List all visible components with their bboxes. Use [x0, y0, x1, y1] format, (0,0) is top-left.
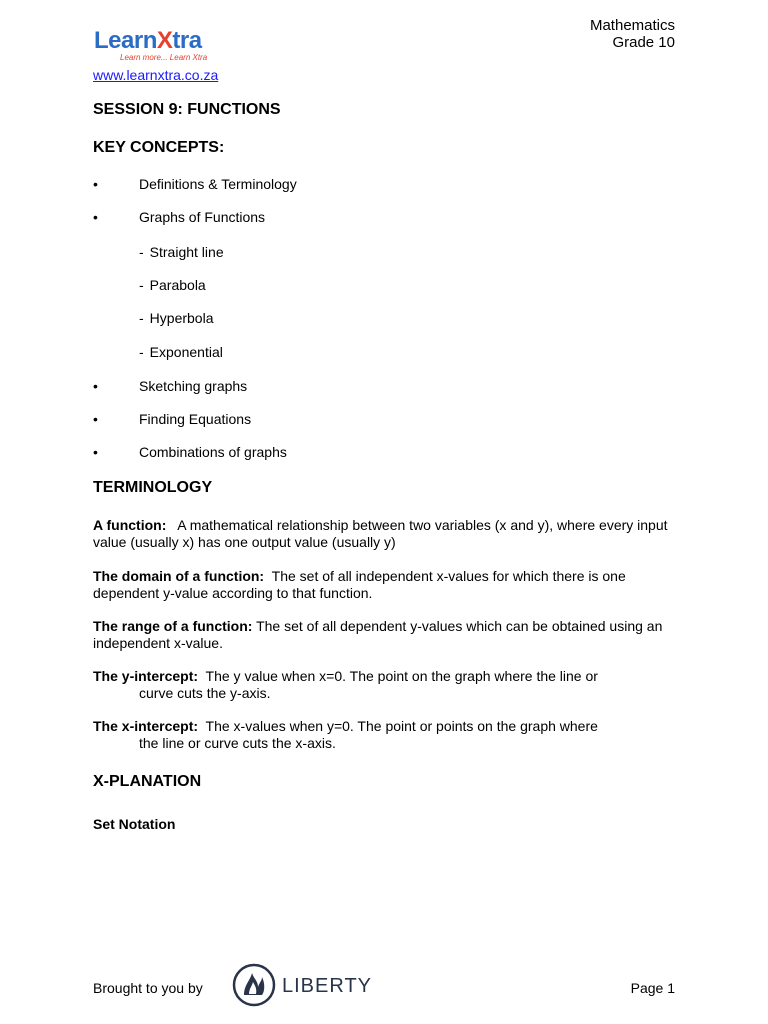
dash: - [139, 244, 144, 260]
term-definition: The set of all independent x-values for which there is one dependent y-value according to that function. [93, 568, 626, 601]
terminology-heading: TERMINOLOGY [93, 479, 213, 496]
term-label: The y-intercept: [93, 668, 199, 684]
sub-list-item-text: Straight line [149, 244, 224, 260]
term-definition-continued: the line or curve cuts the x-axis. [139, 735, 336, 751]
sub-list-item-text: Parabola [149, 277, 206, 293]
term-definition-continued: curve cuts the y-axis. [139, 685, 271, 701]
liberty-flame-icon [232, 963, 276, 1007]
term-definition: A mathematical relationship between two variables (x and y), where every input value (usually x) has one output value (usually y) [93, 517, 668, 550]
definition-function [93, 517, 673, 551]
sub-list-item-text: Exponential [149, 344, 223, 360]
term-label: The domain of a function: [93, 568, 265, 584]
logo-tagline: Learn more... Learn Xtra [120, 53, 208, 62]
definition-range [93, 618, 673, 652]
session-title: SESSION 9: FUNCTIONS [93, 101, 281, 118]
definition-x-intercept [93, 718, 673, 752]
logo-wordmark [94, 27, 202, 55]
grade-label: Grade 10 [612, 34, 675, 51]
key-concepts-heading: KEY CONCEPTS: [93, 139, 225, 156]
term-label: The x-intercept: [93, 718, 199, 734]
bullet: • [93, 209, 98, 225]
sub-list-item [139, 243, 224, 261]
sub-list-item [139, 276, 206, 294]
bullet: • [93, 378, 98, 394]
dash: - [139, 344, 144, 360]
logo-learn: Learn [94, 27, 157, 54]
brought-to-you-label: Brought to you by [93, 980, 203, 996]
dash: - [139, 277, 144, 293]
sub-list-item [139, 343, 223, 361]
list-item-text: Definitions & Terminology [139, 176, 297, 192]
bullet: • [93, 176, 98, 192]
term-definition: The x-values when y=0. The point or points on the graph where [205, 718, 598, 734]
xplanation-heading: X-PLANATION [93, 773, 202, 790]
term-definition: The y value when x=0. The point on the graph where the line or [205, 668, 598, 684]
website-link[interactable]: www.learnxtra.co.za [93, 67, 219, 83]
logo-tra: tra [172, 27, 202, 54]
list-item-text: Graphs of Functions [139, 209, 266, 225]
liberty-logo [232, 963, 372, 1007]
page-number: Page 1 [630, 980, 675, 996]
sub-list-item [139, 309, 214, 327]
bullet: • [93, 411, 98, 427]
term-definition: The set of all dependent y-values which can be obtained using an independent x-value. [93, 618, 663, 651]
term-label: A function: [93, 517, 167, 533]
definition-domain [93, 568, 673, 602]
set-notation-subheading: Set Notation [93, 816, 176, 832]
subject-label: Mathematics [589, 17, 675, 34]
sub-list-item-text: Hyperbola [149, 310, 214, 326]
list-item-text: Combinations of graphs [139, 444, 287, 460]
dash: - [139, 310, 144, 326]
logo-x: X [156, 27, 173, 54]
term-line [93, 668, 673, 685]
list-item-text: Finding Equations [139, 411, 252, 427]
definition-y-intercept [93, 668, 673, 702]
list-item-text: Sketching graphs [139, 378, 248, 394]
term-line [93, 718, 673, 735]
liberty-wordmark: LIBERTY [282, 975, 372, 997]
learnxtra-logo[interactable] [94, 27, 234, 67]
bullet: • [93, 444, 98, 460]
term-label: The range of a function: [93, 618, 253, 634]
